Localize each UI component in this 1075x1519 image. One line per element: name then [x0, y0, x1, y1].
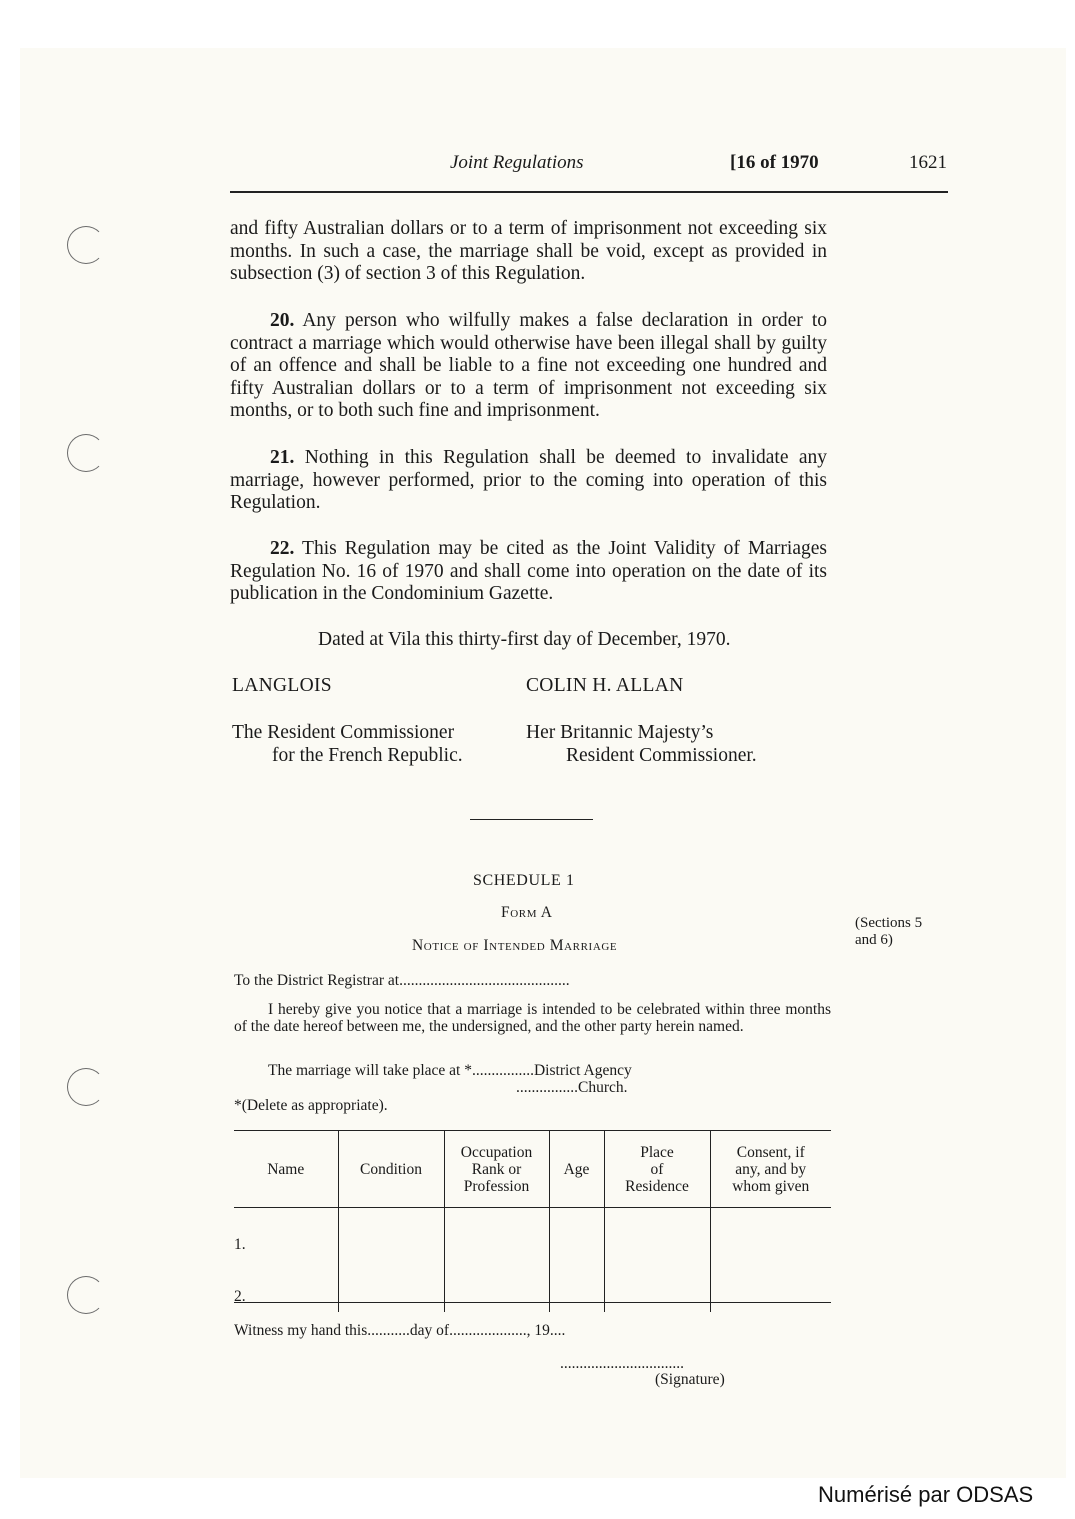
column-header-consent — [710, 1131, 831, 1208]
table-cell — [338, 1260, 444, 1312]
section-number: 21. — [270, 447, 295, 468]
section-22 — [230, 538, 827, 606]
digitization-credit: Numérisé par ODSAS — [818, 1482, 1034, 1507]
signature-dots: ................................ — [560, 1355, 684, 1372]
header-line: Occupation — [460, 1143, 533, 1161]
table-cell — [604, 1208, 710, 1261]
signatory-right-name: COLIN H. ALLAN — [526, 675, 684, 696]
margin-note-line: (Sections 5 — [855, 915, 923, 931]
table-cell — [604, 1260, 710, 1312]
table-cell — [710, 1208, 831, 1261]
header-line: any, and by — [735, 1160, 807, 1178]
table-cell — [444, 1260, 549, 1312]
header-rule — [230, 191, 948, 193]
signatory-right-title — [526, 721, 757, 767]
place-line: The marriage will take place at *................District Agency — [268, 1062, 632, 1079]
table-cell — [549, 1208, 604, 1261]
running-title: Joint Regulations — [450, 152, 584, 173]
form-label: Form A — [501, 904, 553, 921]
table-row — [234, 1260, 831, 1312]
column-header-residence — [604, 1131, 710, 1208]
page-number: 1621 — [909, 152, 947, 173]
header-line: whom given — [732, 1177, 810, 1195]
notice-text: I hereby give you notice that a marriage is intended to be celebrated within three months of the date hereof between me, the undersigned, and the other party herein named. — [234, 1001, 831, 1035]
witness-line: Witness my hand this...........day of...................., 19.... — [234, 1322, 566, 1339]
church-line: ................Church. — [516, 1079, 628, 1096]
binder-hole — [67, 1276, 105, 1314]
table-bottom-rule — [234, 1302, 831, 1303]
signatory-left-title — [232, 721, 463, 767]
header-line: Rank or — [471, 1160, 522, 1178]
section-separator — [470, 819, 593, 820]
signatory-right-title-line: Resident Commissioner. — [566, 745, 757, 766]
section-text: Nothing in this Regulation shall be deemed to invalidate any marriage, however performed, prior to the coming into operation of this Regulation. — [230, 447, 828, 513]
signatory-left-name: LANGLOIS — [232, 675, 332, 696]
dated-line: Dated at Vila this thirty-first day of December, 1970. — [318, 629, 731, 650]
section-text: This Regulation may be cited as the Joint Validity of Marriages Regulation No. 16 of 1970 and shall come into operation on the date of its publication in the Condominium Gazette. — [230, 538, 827, 604]
signatory-left-title-line: The Resident Commissioner — [232, 722, 455, 743]
delete-note: *(Delete as appropriate). — [234, 1097, 388, 1114]
margin-note — [855, 915, 922, 949]
column-header-age: Age — [549, 1131, 604, 1208]
table-cell — [710, 1260, 831, 1312]
header-line: Consent, if — [736, 1143, 805, 1161]
table-cell — [549, 1260, 604, 1312]
signature-label: (Signature) — [655, 1371, 725, 1388]
header-line: of — [650, 1160, 664, 1178]
schedule-title: SCHEDULE 1 — [473, 872, 575, 889]
binder-hole — [67, 434, 105, 472]
section-number: 22. — [270, 538, 295, 559]
table-cell — [338, 1208, 444, 1261]
particulars-table — [234, 1131, 831, 1312]
signatory-right-title-line: Her Britannic Majesty’s — [526, 722, 714, 743]
row-number: 1. — [234, 1236, 246, 1253]
section-20 — [230, 310, 827, 423]
table-row — [234, 1208, 831, 1261]
registrar-line: To the District Registrar at............................................ — [234, 972, 570, 989]
header-line: Profession — [463, 1177, 530, 1195]
section-text: Any person who wilfully makes a false declaration in order to contract a marriage which would otherwise have been illegal shall by guilty of an offence and shall be liable to a fine not exceeding one hundred and fifty Australian dollars or to a term of imprisonment not exceeding six months, or to both such fine and imprisonment. — [230, 310, 827, 421]
margin-note-line: and 6) — [855, 932, 893, 948]
header-line: Residence — [625, 1177, 689, 1195]
table-cell — [444, 1208, 549, 1261]
section-number: 20. — [270, 310, 295, 331]
row-number: 2. — [234, 1288, 246, 1305]
section-21 — [230, 447, 827, 515]
signatory-left-title-line: for the French Republic. — [272, 745, 463, 766]
column-header-occupation — [444, 1131, 549, 1208]
form-title: Notice of Intended Marriage — [412, 937, 618, 954]
regulation-reference: [16 of 1970 — [730, 152, 819, 173]
binder-hole — [67, 1068, 105, 1106]
notice-paragraph — [234, 1001, 831, 1035]
column-header-name: Name — [234, 1131, 338, 1208]
header-line: Place — [640, 1143, 674, 1161]
continuation-paragraph: and fifty Australian dollars or to a term of imprisonment not exceeding six months. In such a case, the marriage shall be void, except as provided in subsection (3) of section 3 of this Regulation. — [230, 218, 827, 284]
binder-hole — [67, 226, 105, 264]
column-header-condition: Condition — [338, 1131, 444, 1208]
